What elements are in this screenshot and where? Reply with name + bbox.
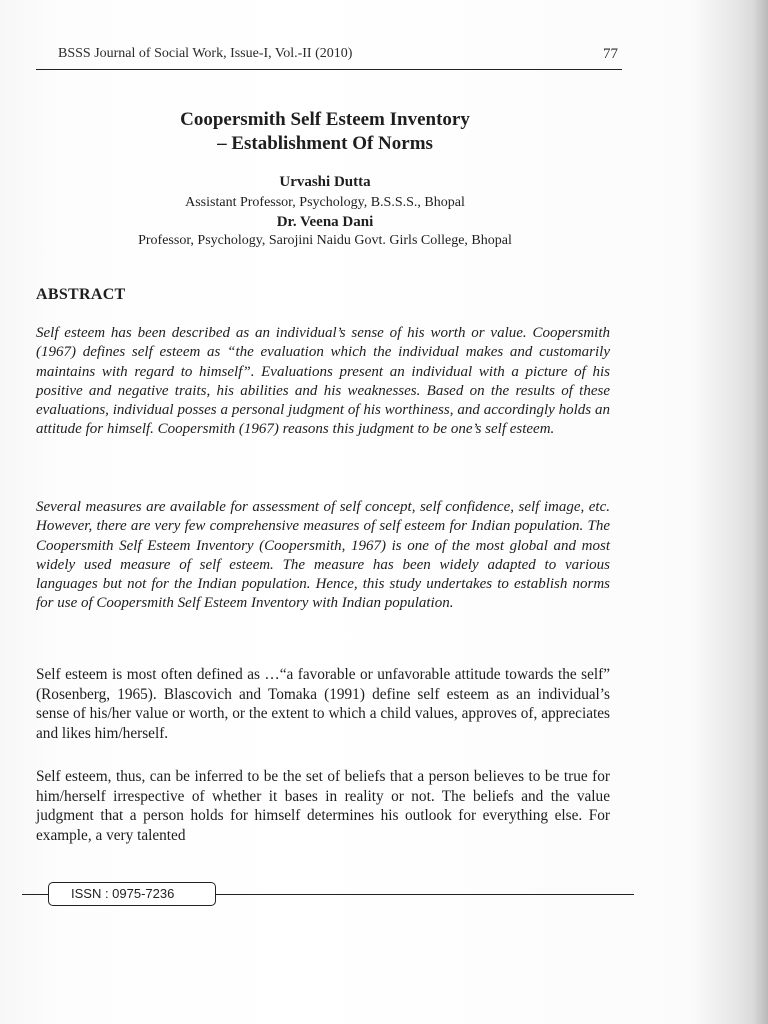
author-name-2: Dr. Veena Dani [276, 214, 374, 230]
page-number: 77 [603, 46, 618, 62]
body-paragraph-2: Self esteem, thus, can be inferred to be the set of beliefs that a person believes to be true for him/herself irrespective of whether it bases in reality or not. The beliefs and the value judgment that a person holds for himself determines his outlook for everything else. For example, a very talented [36, 768, 610, 844]
article-title-line-1: Coopersmith Self Esteem Inventory [180, 109, 470, 130]
header-rule [36, 69, 622, 70]
journal-title: BSSS Journal of Social Work, Issue-I, Vol.-II (2010) [58, 46, 353, 61]
abstract-paragraph-1: Self esteem has been described as an individual’s sense of his worth or value. Coopersmith (1967) defines self esteem as “the evaluation which the individual makes and customarily maintains with regard to himself”. Evaluations present an individual with a picture of his positive and negative traits, his abilities and his weaknesses. Based on the results of these evaluations, individual posses a personal judgment of his worthiness, and accordingly holds an attitude for himself. Coopersmith (1967) reasons this judgment to be one’s self esteem. [36, 325, 610, 438]
author-affiliation-1: Assistant Professor, Psychology, B.S.S.S., Bhopal [185, 195, 465, 210]
body-paragraph-1: Self esteem is most often defined as …“a favorable or unfavorable attitude towards the self” (Rosenberg, 1965). Blascovich and Tomaka (1991) define self esteem as an individual’s sense of his/her value or worth, or the extent to which a child values, approves of, appreciates and likes him/herself. [36, 666, 610, 742]
author-affiliation-2: Professor, Psychology, Sarojini Naidu Govt. Girls College, Bhopal [138, 233, 512, 248]
issn-label: ISSN : 0975-7236 [48, 882, 216, 906]
author-name-1: Urvashi Dutta [279, 174, 371, 190]
page-edge-shadow [754, 0, 768, 1024]
article-title-line-2: – Establishment Of Norms [217, 133, 433, 154]
abstract-heading: ABSTRACT [36, 286, 126, 303]
abstract-paragraph-2: Several measures are available for assessment of self concept, self confidence, self image, etc. However, there are very few comprehensive measures of self esteem for Indian population. The Coopersmith Self Esteem Inventory (Coopersmith, 1967) is one of the most global and most widely used measure of self esteem. The measure has been widely adapted to various languages but not for the Indian population. Hence, this study undertakes to establish norms for use of Coopersmith Self Esteem Inventory with Indian population. [36, 499, 610, 612]
